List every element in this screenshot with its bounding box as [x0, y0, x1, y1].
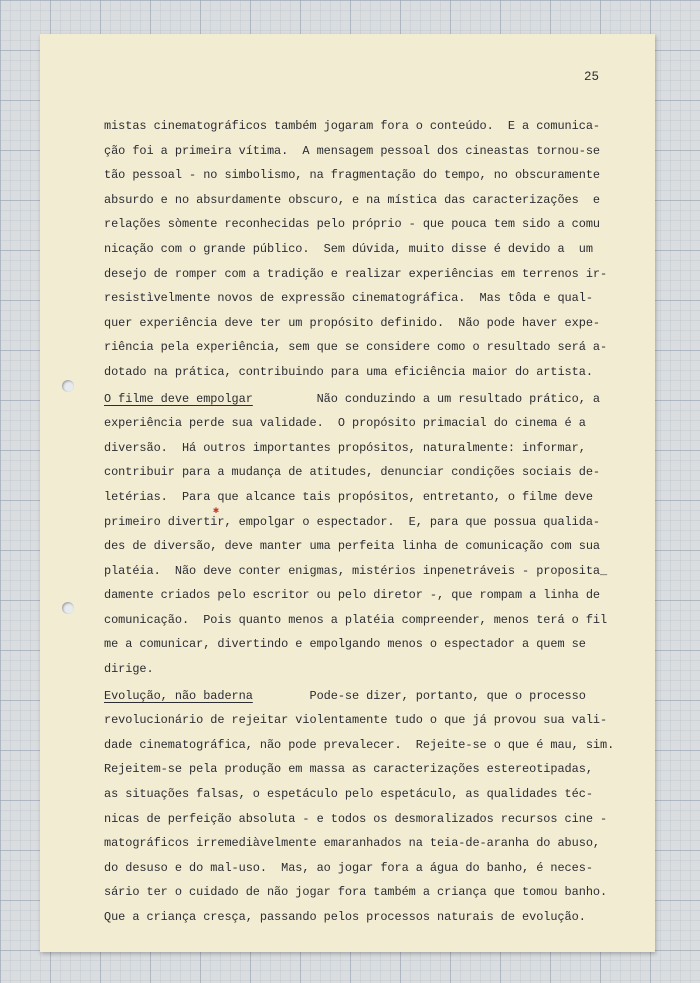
- text-line: [104, 387, 600, 412]
- line-text: riência pela experiência, sem que se considere como o resultado será a-: [104, 340, 608, 355]
- page-number: 25: [583, 70, 599, 84]
- line-text: matográficos irremediàvelmente emaranhados na teia-de-aranha do abuso,: [104, 836, 600, 851]
- text-line: [104, 880, 608, 905]
- line-text: desejo de romper com a tradição e realizar experiências em terrenos ir-: [104, 266, 608, 281]
- text-line: [104, 360, 600, 385]
- text-line: [104, 506, 600, 535]
- text-line: [104, 237, 600, 262]
- text-line: [104, 188, 600, 213]
- line-text: Rejeitem-se pela produção em massa as caracterizações estereotipadas,: [104, 762, 593, 777]
- line-text: Que a criança cresça, passando pelos processos naturais de evolução.: [104, 910, 586, 924]
- text-line: [104, 114, 600, 139]
- red-ink-mark: ✱: [213, 506, 220, 517]
- text-line: [104, 436, 600, 461]
- paragraph: [104, 114, 608, 385]
- line-text: dotado na prática, contribuindo para uma eficiência maior do artista.: [104, 364, 593, 379]
- text-line: [104, 657, 600, 682]
- line-text: ção foi a primeira vítima. A mensagem pessoal dos cineastas tornou-se: [104, 143, 600, 158]
- section-heading: Evolução, não baderna: [104, 688, 253, 703]
- text-line: [104, 807, 608, 832]
- punch-hole-top: [62, 380, 74, 392]
- line-text: experiência perde sua validade. O propósito primacial do cinema é a: [104, 416, 586, 431]
- line-text: dade cinematográfica, não pode prevalecer. Rejeite-se o que é mau, sim.: [104, 737, 615, 752]
- text-line: [104, 684, 600, 709]
- line-text: nicação com o grande público. Sem dúvida, muito disse é devido a um: [104, 241, 593, 256]
- text-line: [104, 286, 600, 311]
- text-line: [104, 583, 600, 608]
- text-line: [104, 311, 600, 336]
- text-line: [104, 534, 600, 559]
- text-line: [104, 905, 600, 930]
- line-text: absurdo e no absurdamente obscuro, e na mística das caracterizações e: [104, 192, 600, 207]
- text-line: [104, 608, 608, 633]
- text-line: [104, 262, 608, 287]
- line-text: resistìvelmente novos de expressão cinematográfica. Mas tôda e qual-: [104, 291, 593, 306]
- line-text: do desuso e do mal-uso. Mas, ao jogar fora a água do banho, é neces-: [104, 860, 593, 875]
- line-text: as situações falsas, o espetáculo pelo espetáculo, as qualidades téc-: [104, 787, 593, 802]
- text-line: [104, 559, 608, 584]
- line-text: me a comunicar, divertindo e empolgando menos o espectador a quem se: [104, 637, 586, 652]
- line-text: des de diversão, deve manter uma perfeita linha de comunicação com sua: [104, 539, 600, 554]
- text-line: [104, 411, 600, 436]
- text-line: [104, 831, 600, 856]
- text-line: [104, 163, 600, 188]
- line-text: Pode-se dizer, portanto, que o processo: [252, 688, 586, 703]
- line-text: quer experiência deve ter um propósito definido. Não pode haver expe-: [104, 315, 600, 330]
- line-text: nicas de perfeição absoluta - e todos os desmoralizados recursos cine -: [104, 811, 608, 826]
- line-text: platéia. Não deve conter enigmas, mistérios inpenetráveis - proposita_: [104, 563, 608, 578]
- text-line: [104, 757, 600, 782]
- text-line: [104, 733, 615, 758]
- line-text: comunicação. Pois quanto menos a platéia compreender, menos terá o fil: [104, 612, 608, 627]
- line-text: damente criados pelo escritor ou pelo diretor -, que rompam a linha de: [104, 588, 600, 603]
- page-body: [104, 114, 615, 930]
- line-text: primeiro divertir, empolgar o espectador. E, para que possua qualida-: [104, 514, 600, 529]
- text-line: [104, 782, 600, 807]
- punch-hole-bottom: [62, 602, 74, 614]
- line-text: Não conduzindo a um resultado prático, a: [252, 391, 600, 406]
- line-text: sário ter o cuidado de não jogar fora também a criança que tomou banho.: [104, 885, 608, 900]
- line-text: dirige.: [104, 662, 154, 677]
- line-text: mistas cinematográficos também jogaram fora o conteúdo. E a comunica-: [104, 119, 600, 133]
- text-line: [104, 335, 608, 360]
- line-text: tão pessoal - no simbolismo, na fragmentação do tempo, no obscuramente: [104, 168, 600, 183]
- text-line: [104, 139, 600, 164]
- line-text: letérias. Para que alcance tais propósitos, entretanto, o filme deve: [104, 489, 593, 504]
- text-line: [104, 212, 600, 237]
- text-line: [104, 632, 600, 657]
- text-line: [104, 485, 600, 510]
- text-line: [104, 856, 600, 881]
- text-line: [104, 460, 600, 485]
- paragraph: [104, 387, 608, 682]
- line-text: diversão. Há outros importantes propósitos, naturalmente: informar,: [104, 440, 586, 455]
- paragraph: [104, 684, 615, 930]
- typewritten-page: [40, 34, 655, 952]
- text-line: [104, 708, 608, 733]
- line-text: revolucionário de rejeitar violentamente tudo o que já provou sua vali-: [104, 713, 608, 728]
- section-heading: O filme deve empolgar: [104, 391, 253, 406]
- line-text: contribuir para a mudança de atitudes, denunciar condições sociais de-: [104, 465, 600, 480]
- line-text: relações sòmente reconhecidas pelo próprio - que pouca tem sido a comu: [104, 217, 600, 232]
